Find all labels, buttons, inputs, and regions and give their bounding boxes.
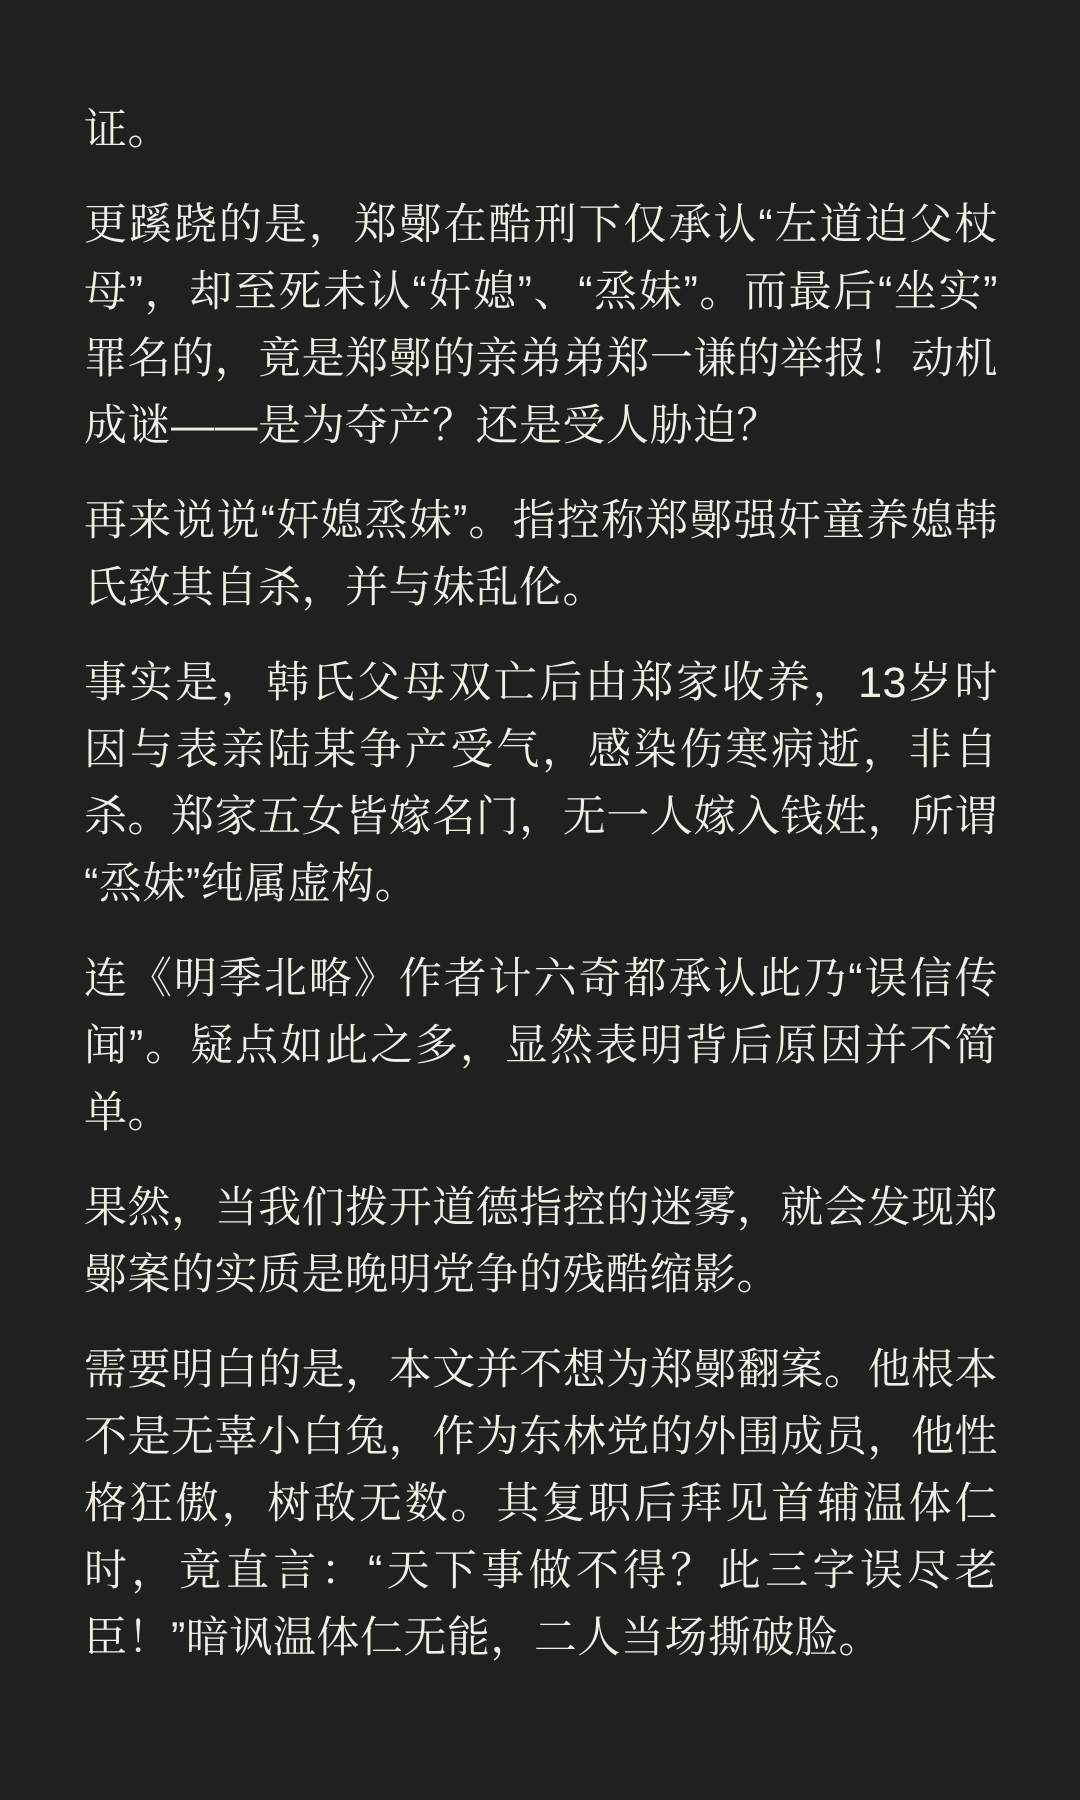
paragraph: 再来说说“奸媳烝妹”。指控称郑鄤强奸童养媳韩氏致其自杀，并与妹乱伦。 — [84, 497, 998, 612]
paragraph: 需要明白的是，本文并不想为郑鄤翻案。他根本不是无辜小白兔，作为东林党的外围成员，他性格狂傲，树敌无数。其复职后拜见首辅温体仁时，竟直言：“天下事做不得？此三字误尽老臣！”暗讽温体仁无能，二人当场撕破脸。 — [84, 1346, 998, 1662]
paragraph: 连《明季北略》作者计六奇都承认此乃“误信传闻”。疑点如此之多，显然表明背后原因并不简单。 — [84, 955, 998, 1137]
paragraph: 事实是，韩氏父母双亡后由郑家收养，13岁时因与表亲陆某争产受气，感染伤寒病逝，非自杀。郑家五女皆嫁名门，无一人嫁入钱姓，所谓“烝妹”纯属虚构。 — [84, 659, 998, 908]
paragraph-fragment-end: 证。 — [84, 106, 171, 154]
paragraph: 果然，当我们拨开道德指控的迷雾，就会发现郑鄤案的实质是晚明党争的残酷缩影。 — [84, 1184, 998, 1299]
paragraph: 更蹊跷的是，郑鄤在酷刑下仅承认“左道迫父杖母”，却至死未认“奸媳”、“烝妹”。而最后“坐实”罪名的，竟是郑鄤的亲弟弟郑一谦的举报！动机成谜——是为夺产？还是受人胁迫？ — [84, 201, 998, 450]
